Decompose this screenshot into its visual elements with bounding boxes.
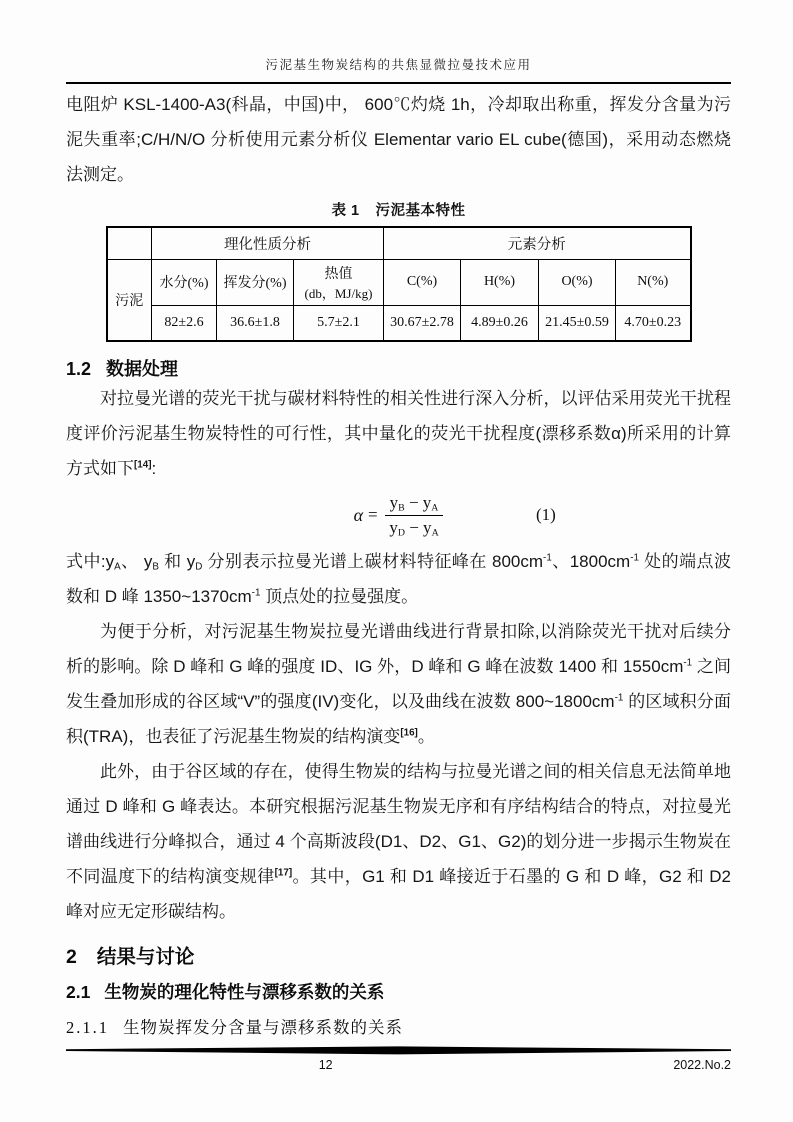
table-value-heating-value: 5.7±2.1	[294, 305, 384, 341]
table-col-header-n: N(%)	[616, 259, 691, 305]
table-col-header-h: H(%)	[461, 259, 539, 305]
paragraph-fluorescence: 对拉曼光谱的荧光干扰与碳材料特性的相关性进行深入分析，以评估采用荧光干扰程度评价污泥基生物炭特性的可行性，其中量化的荧光干扰程度(漂移系数α)所采用的计算方式如下[14]:	[66, 389, 731, 478]
section-title: 结果与讨论	[96, 946, 195, 968]
running-header-title: 污泥基生物炭结构的共焦显微拉曼技术应用	[265, 58, 532, 72]
equation-1	[66, 486, 731, 544]
paragraph-peak-fitting: 此外，由于谷区域的存在，使得生物炭的结构与拉曼光谱之间的相关信息无法简单地通过 D 峰和 G 峰表达。本研究根据污泥基生物炭无序和有序结构结合的特点，对拉曼光谱曲线进行分峰拟合，通过 4 个高斯波段(D1、D2、G1、G2)的划分进一步揭示生物炭在不同温度下的结构演变规律[17]。其中，G1 和 D1 峰接近于石墨的 G 和 D 峰，G2 和 D2 峰对应无定形碳结构。	[66, 762, 732, 921]
table-corner-cell	[107, 227, 152, 259]
table-col-header-volatile: 挥发分(%)	[217, 259, 294, 305]
table-row-label: 污泥	[107, 259, 152, 341]
table-group-header-elemental: 元素分析	[384, 227, 691, 259]
table-col-header-o: O(%)	[539, 259, 616, 305]
heating-value-line2: (db，MJ/kg)	[304, 285, 373, 301]
issue-label: 2022.No.2	[673, 1058, 731, 1072]
header-rule	[66, 82, 731, 84]
section-heading-2	[66, 941, 731, 969]
sludge-properties-table	[106, 226, 692, 342]
paragraph-baseline-subtraction: 为便于分析，对污泥基生物炭拉曼光谱曲线进行背景扣除,以消除荧光干扰对后续分析的影响。除 D 峰和 G 峰的强度 ID、IG 外，D 峰和 G 峰在波数 1400 和 $1550cm^{-1}$ 之间发生叠加形成的谷区域“V”的强度(IV)变化，以及曲线在波数 $800\sim 1800cm^{-1}$ 的区域积分面积(TRA)，也表征了污泥基生物炭的结构演变[16]。	[66, 622, 731, 746]
equation-numerator: $y_B - y_A$	[385, 493, 444, 516]
table-col-header-moisture: 水分(%)	[152, 259, 217, 305]
section-number: 1.2	[66, 359, 92, 379]
table-value-o: 21.45±0.59	[539, 305, 616, 341]
table-col-header-c: C(%)	[384, 259, 461, 305]
section-heading-2-1	[66, 979, 731, 1004]
equation-alpha-symbol: α	[353, 504, 364, 525]
section-heading-2-1-1	[66, 1014, 731, 1038]
footer-rule	[66, 1046, 731, 1055]
section-number: 2.1.1	[66, 1018, 109, 1037]
table-caption	[66, 199, 731, 220]
section-heading-1-2	[66, 355, 731, 381]
page-number: 12	[318, 1058, 333, 1072]
table-group-header-physchem: 理化性质分析	[152, 227, 384, 259]
table-value-moisture: 82±2.6	[152, 305, 217, 341]
paragraph-equation-terms: 式中$:y_A$、 $y_B$ 和 $y_D$ 分别表示拉曼光谱上碳材料特征峰在 $800cm^{-1}$、$1800cm^{-1}$ 处的端点波数和 D 峰 $1350\sim 1370cm^{-1}$ 顶点处的拉曼强度。	[66, 552, 731, 606]
running-header	[66, 0, 731, 84]
equation-fraction	[385, 493, 444, 538]
table-caption-title: 污泥基本特性	[375, 203, 466, 219]
equation-number: (1)	[536, 505, 556, 524]
section-title: 数据处理	[106, 359, 179, 379]
table-caption-label: 表 1	[331, 203, 360, 219]
table-value-n: 4.70±0.23	[616, 305, 691, 341]
table-value-volatile: 36.6±1.8	[217, 305, 294, 341]
section-number: 2	[66, 946, 77, 968]
equation-equals-sign: =	[368, 505, 378, 524]
section-number: 2.1	[66, 982, 91, 1002]
section-title: 生物炭挥发分含量与漂移系数的关系	[123, 1018, 403, 1037]
equation-denominator: $y_D - y_A$	[389, 517, 439, 538]
footer-row	[66, 1056, 731, 1076]
table-value-c: 30.67±2.78	[384, 305, 461, 341]
heating-value-line1: 热值	[324, 266, 353, 282]
paragraph-methods: 电阻炉 KSL-1400-A3(科晶，中国)中， 600℃灼烧 1h，冷却取出称重，挥发分含量为污泥失重率;C/H/N/O 分析使用元素分析仪 Elementar vario EL cube(德国)，采用动态燃烧法测定。	[66, 95, 731, 184]
page-footer	[66, 1046, 731, 1076]
table-col-header-heating-value	[294, 259, 384, 305]
table-value-h: 4.89±0.26	[461, 305, 539, 341]
section-title: 生物炭的理化特性与漂移系数的关系	[104, 982, 385, 1002]
